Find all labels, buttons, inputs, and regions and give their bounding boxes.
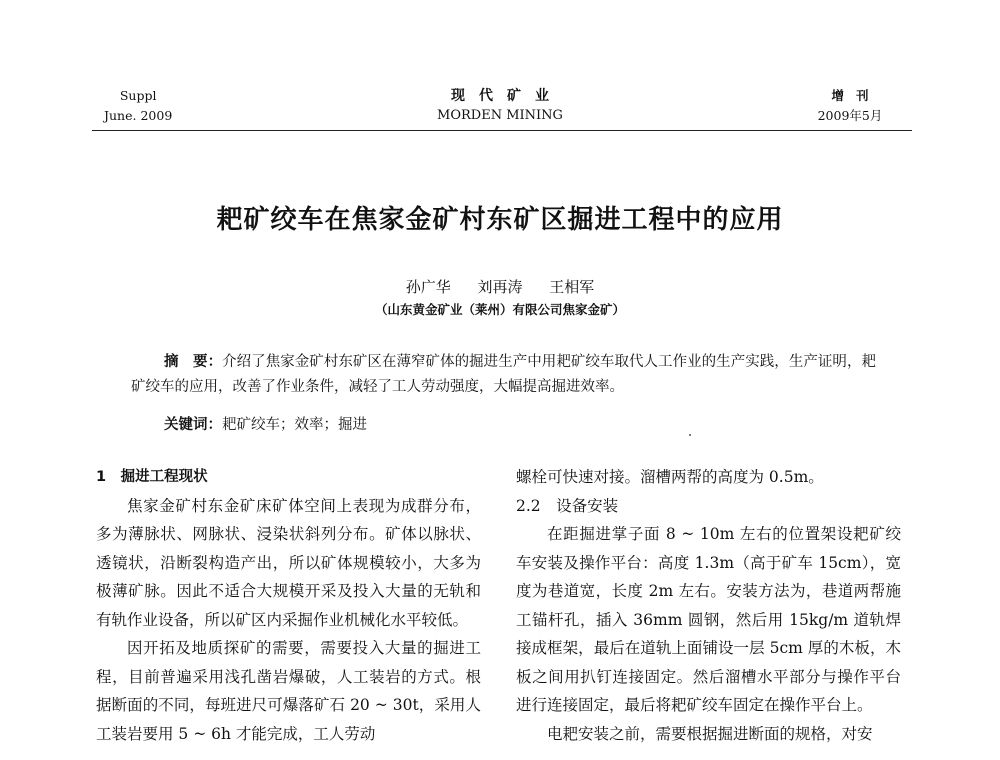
subsection-heading: 2.2 设备安装 [516, 496, 619, 515]
abstract [131, 350, 876, 400]
author-list [0, 276, 1000, 298]
body-paragraph: 螺栓可快速对接。溜槽两帮的高度为 0.5m。 [516, 468, 824, 486]
abstract-text: 介绍了焦家金矿村东矿区在薄窄矿体的掘进生产中用耙矿绞车取代人工作业的生产实践，生产证明，耙矿绞车的应用，改善了作业条件，减轻了工人劳动强度，大幅提高掘进效率。 [131, 354, 876, 395]
keywords [164, 413, 367, 438]
journal-name-cn: 现代矿业 [451, 88, 563, 104]
author-name: 刘再涛 [477, 278, 523, 296]
affiliation: （山东黄金矿业（莱州）有限公司焦家金矿） [374, 302, 625, 317]
article-title: 耙矿绞车在焦家金矿村东矿区掘进工程中的应用 [216, 205, 784, 235]
header-date-cn: 2009年5月 [817, 108, 883, 123]
header-issue-cn: 增刊 [831, 88, 881, 103]
body-paragraph: 焦家金矿村东金矿床矿体空间上表现为成群分布，多为薄脉状、网脉状、浸染状斜列分布。矿体以脉状、透镜状，沿断裂构造产出，所以矿体规模较小，大多为极薄矿脉。因此不适合大规模开采及投入大量的无轨和有轨作业设备，所以矿区内采掘作业机械化水平较低。 [96, 496, 481, 629]
header-center [400, 86, 600, 126]
author-name: 孙广华 [405, 278, 451, 296]
abstract-label: 摘 要： [164, 354, 223, 370]
right-column [516, 463, 901, 748]
body-paragraph: 因开拓及地质探矿的需要，需要投入大量的掘进工程，目前普遍采用浅孔凿岩爆破，人工装岩的方式。根据断面的不同，每班进尺可爆落矿石 20 ~ 30t，采用人工装岩要用 5 ~ 6h 才能完成，工人劳动 [96, 639, 481, 743]
body-paragraph: 在距掘进掌子面 8 ~ 10m 左右的位置架设耙矿绞车安装及操作平台：高度 1.3m（高于矿车 15cm），宽度为巷道宽，长度 2m 左右。安装方法为，巷道两帮施工锚杆孔，插入 36mm 圆钢，然后用 15kg/m 道轨焊接成框架，最后在道轨上面铺设一层 5cm 厚的木板，木板之间用扒钉连接固定。然后溜槽水平部分与操作平台进行连接固定，最后将耙矿绞车固定在操作平台上。 [516, 525, 901, 714]
speck-mark [689, 434, 691, 436]
header-suppl: Suppl [119, 88, 157, 103]
section-heading: 1 掘进工程现状 [96, 469, 208, 485]
header-date-en: June. 2009 [104, 108, 173, 123]
header-left [104, 86, 172, 126]
author-name: 王相军 [549, 278, 595, 296]
keywords-label: 关键词： [164, 417, 222, 433]
header-right [795, 86, 905, 126]
body-paragraph: 电耙安装之前，需要根据掘进断面的规格，对安 [547, 724, 873, 743]
journal-name-en: MORDEN MINING [437, 108, 563, 123]
keywords-text: 耙矿绞车；效率；掘进 [222, 417, 367, 433]
header-rule [92, 130, 912, 131]
left-column [96, 463, 481, 748]
